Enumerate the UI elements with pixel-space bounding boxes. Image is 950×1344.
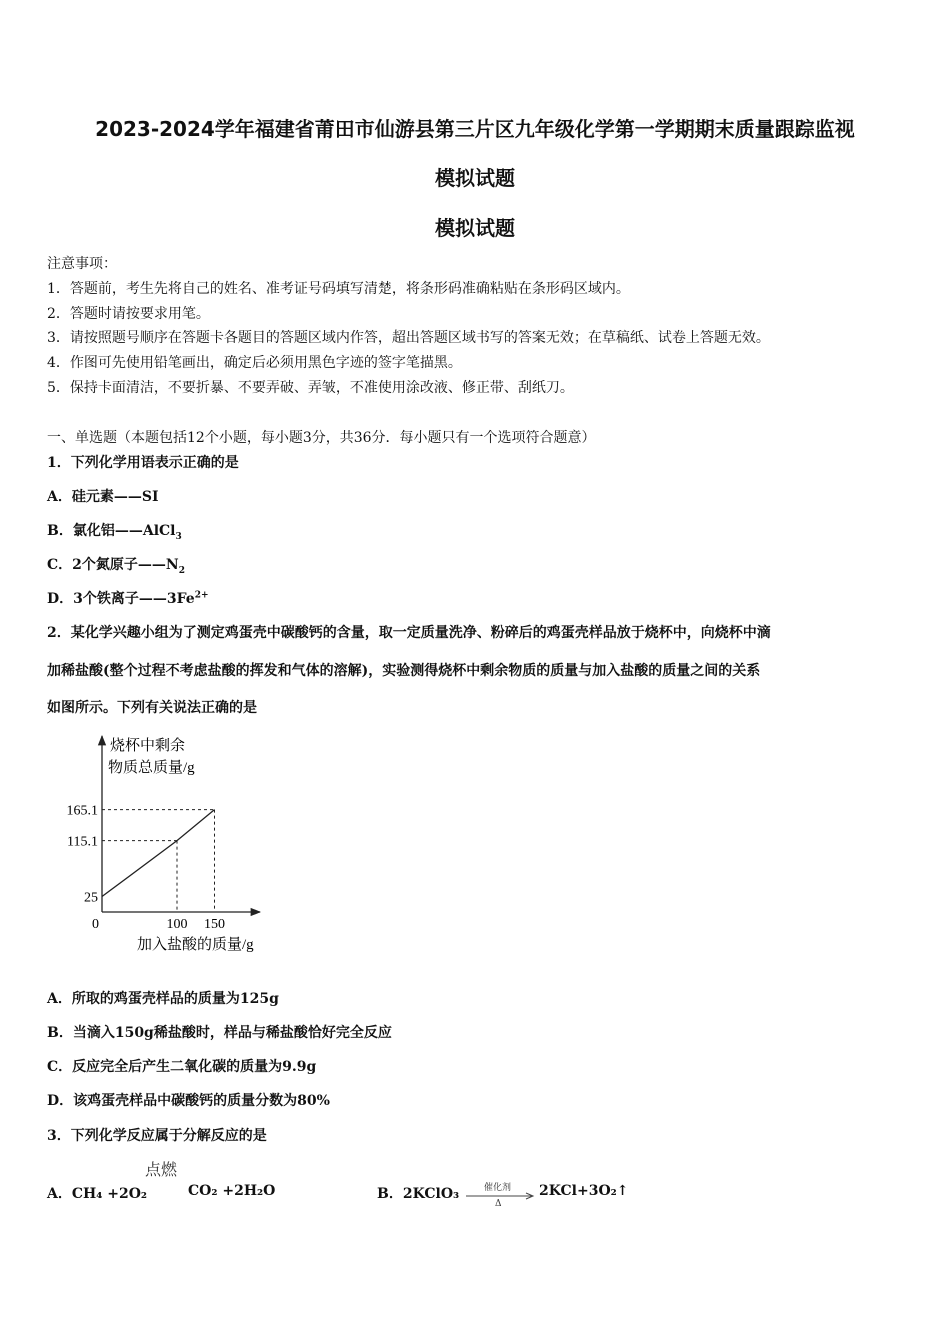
page-subtitle-2: 模拟试题 bbox=[435, 216, 515, 240]
option-label: B． bbox=[377, 1186, 403, 1202]
question-2-option-a: A．所取的鸡蛋壳样品的质量为125g bbox=[47, 991, 279, 1007]
notice-heading: 注意事项： bbox=[47, 256, 117, 272]
reaction-condition: 点燃 bbox=[145, 1160, 178, 1179]
subscript: 2 bbox=[178, 565, 185, 576]
question-1-option-c bbox=[47, 554, 185, 576]
page-subtitle: 模拟试题 bbox=[435, 166, 515, 190]
question-1-stem: 1．下列化学用语表示正确的是 bbox=[47, 455, 239, 471]
y-tick-label: 25 bbox=[84, 890, 98, 906]
option-label: A． bbox=[47, 1186, 72, 1202]
equation-products: 2KCl+3O₂↑ bbox=[539, 1183, 629, 1199]
question-3-stem: 3．下列化学反应属于分解反应的是 bbox=[47, 1128, 267, 1144]
reaction-condition: Δ bbox=[495, 1199, 502, 1209]
option-text: B．氯化铝——AlCl bbox=[47, 523, 176, 539]
x-axis-label: 加入盐酸的质量/g bbox=[137, 937, 254, 953]
superscript: 2+ bbox=[194, 590, 209, 601]
question-1-option-b bbox=[47, 520, 182, 542]
x-tick-label: 100 bbox=[166, 917, 188, 932]
section-heading: 一、单选题（本题包括12个小题，每小题3分，共36分．每小题只有一个选项符合题意） bbox=[47, 430, 596, 446]
y-tick-label: 115.1 bbox=[67, 834, 98, 850]
equation-products: CO₂ +2H₂O bbox=[188, 1183, 276, 1199]
question-2-stem: 如图所示。下列有关说法正确的是 bbox=[47, 700, 257, 716]
question-2-stem: 2．某化学兴趣小组为了测定鸡蛋壳中碳酸钙的含量，取一定质量洗净、粉碎后的鸡蛋壳样品放于烧杯中，向烧杯中滴 bbox=[47, 625, 771, 641]
x-tick-label: 150 bbox=[204, 917, 225, 932]
origin-label: 0 bbox=[92, 917, 99, 932]
option-text: C．2个氮原子——N bbox=[47, 557, 179, 573]
y-tick-label: 165.1 bbox=[66, 803, 98, 819]
equation-reactants: 2KClO₃ bbox=[402, 1186, 460, 1202]
notice-item: 3．请按照题号顺序在答题卡各题目的答题区域内作答，超出答题区域书写的答案无效；在草稿纸、试卷上答题无效。 bbox=[47, 330, 770, 346]
notice-item: 1．答题前，考生先将自己的姓名、准考证号码填写清楚，将条形码准确粘贴在条形码区域内。 bbox=[47, 281, 630, 297]
y-axis-label: 烧杯中剩余 bbox=[110, 738, 186, 754]
question-1-option-d bbox=[47, 588, 209, 608]
notice-item: 2．答题时请按要求用笔。 bbox=[47, 306, 210, 322]
subscript: 3 bbox=[175, 531, 182, 542]
question-2-stem: 加稀盐酸(整个过程不考虑盐酸的挥发和气体的溶解)，实验测得烧杯中剩余物质的质量与加入盐酸的质量之间的关系 bbox=[47, 663, 761, 679]
question-2-option-d: D．该鸡蛋壳样品中碳酸钙的质量分数为80% bbox=[47, 1093, 330, 1109]
question-3-option-a bbox=[47, 1183, 147, 1203]
question-3-option-b bbox=[377, 1183, 459, 1203]
question-1-option-a: A．硅元素——SI bbox=[47, 489, 159, 505]
series-line bbox=[102, 810, 215, 897]
notice-item: 5．保持卡面清洁，不要折暴、不要弄破、弄皱，不准使用涂改液、修正带、刮纸刀。 bbox=[47, 380, 574, 396]
reaction-condition: 催化剂 bbox=[484, 1183, 512, 1193]
equation-reactants: CH₄ +2O₂ bbox=[71, 1186, 148, 1202]
mass-chart bbox=[66, 730, 290, 960]
question-2-option-b: B．当滴入150g稀盐酸时，样品与稀盐酸恰好完全反应 bbox=[47, 1025, 392, 1041]
option-text: D．3个铁离子——3Fe bbox=[47, 591, 195, 607]
notice-item: 4．作图可先使用铅笔画出，确定后必须用黑色字迹的签字笔描黑。 bbox=[47, 355, 462, 371]
page-title: 2023-2024学年福建省莆田市仙游县第三片区九年级化学第一学期期末质量跟踪监视 bbox=[95, 117, 855, 141]
y-axis-label: 物质总质量/g bbox=[108, 760, 195, 776]
question-2-option-c: C．反应完全后产生二氧化碳的质量为9.9g bbox=[47, 1059, 317, 1075]
